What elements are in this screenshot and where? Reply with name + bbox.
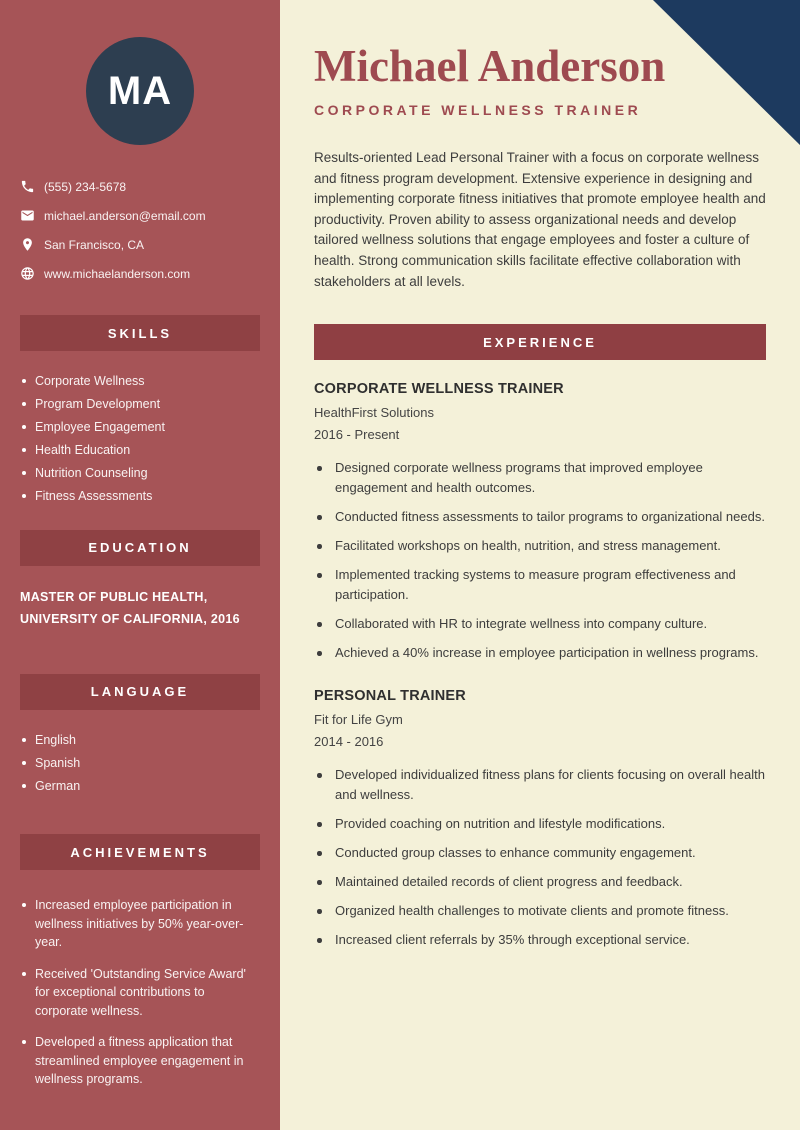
skill-item: Corporate Wellness (20, 375, 260, 388)
job-bullet: Collaborated with HR to integrate wellness into company culture. (314, 614, 770, 634)
contact-email (20, 208, 260, 223)
skill-item: Nutrition Counseling (20, 467, 260, 480)
job-bullet: Developed individualized fitness plans for clients focusing on overall health and wellness. (314, 765, 770, 805)
language-item: English (20, 734, 260, 747)
job-bullet-list (314, 765, 770, 950)
job-bullet: Achieved a 40% increase in employee participation in wellness programs. (314, 643, 770, 663)
job-dates: 2016 - Present (314, 427, 400, 443)
resume-main (280, 0, 800, 1130)
job-dates: 2014 - 2016 (314, 734, 384, 750)
email-address[interactable]: michael.anderson@email.com (44, 208, 206, 223)
job-entry (314, 688, 770, 950)
achievements-list (20, 896, 260, 1089)
job-bullet: Designed corporate wellness programs that improved employee engagement and health outcomes. (314, 458, 770, 498)
education-section-header: EDUCATION (20, 530, 260, 566)
language-item: Spanish (20, 757, 260, 770)
job-title: PERSONAL TRAINER (314, 688, 466, 705)
job-bullet: Conducted fitness assessments to tailor programs to organizational needs. (314, 507, 770, 527)
skills-section-header: SKILLS (20, 315, 260, 351)
person-job-title: CORPORATE WELLNESS TRAINER (314, 102, 642, 118)
achievement-item: Developed a fitness application that streamlined employee engagement in wellness programs. (20, 1033, 260, 1089)
job-bullet: Facilitated workshops on health, nutrition, and stress management. (314, 536, 770, 556)
globe-icon (20, 266, 35, 281)
avatar (86, 37, 194, 145)
job-bullet: Organized health challenges to motivate clients and promote fitness. (314, 901, 770, 921)
job-bullet-list (314, 458, 770, 663)
resume-sidebar (0, 0, 280, 1130)
experience-section-header: EXPERIENCE (314, 324, 766, 360)
avatar-initials: MA (107, 68, 173, 113)
summary-paragraph: Results-oriented Lead Personal Trainer with a focus on corporate wellness and fitness program development. Extensive experience in designing and implementing corporate fitness initiatives that promote employee health and productivity. Proven ability to assess organizational needs and develop tailored wellness solutions that engage employees and foster a culture of health. Strong communication skills facilitate effective collaboration with stakeholders at all levels. (314, 150, 766, 289)
language-section-header: LANGUAGE (20, 674, 260, 710)
language-list (20, 734, 260, 793)
achievement-item: Received 'Outstanding Service Award' for exceptional contributions to corporate wellness. (20, 965, 260, 1021)
contact-list (20, 179, 260, 281)
job-entry (314, 381, 770, 663)
phone-number: (555) 234-5678 (44, 179, 127, 194)
person-name: Michael Anderson (314, 41, 666, 91)
contact-location (20, 237, 260, 252)
phone-icon (20, 179, 35, 194)
education-degree: MASTER OF PUBLIC HEALTH, UNIVERSITY OF CALIFORNIA, 2016 (20, 589, 240, 626)
location-text: San Francisco, CA (44, 237, 145, 252)
skill-item: Employee Engagement (20, 421, 260, 434)
skill-item: Fitness Assessments (20, 490, 260, 503)
achievements-section-header: ACHIEVEMENTS (20, 834, 260, 870)
job-bullet: Increased client referrals by 35% through exceptional service. (314, 930, 770, 950)
job-bullet: Maintained detailed records of client progress and feedback. (314, 872, 770, 892)
location-icon (20, 237, 35, 252)
contact-phone (20, 179, 260, 194)
job-company: Fit for Life Gym (314, 712, 403, 728)
job-title: CORPORATE WELLNESS TRAINER (314, 381, 564, 398)
contact-website (20, 266, 260, 281)
job-bullet: Provided coaching on nutrition and lifestyle modifications. (314, 814, 770, 834)
email-icon (20, 208, 35, 223)
job-company: HealthFirst Solutions (314, 405, 434, 421)
job-bullet: Conducted group classes to enhance community engagement. (314, 843, 770, 863)
language-item: German (20, 780, 260, 793)
skill-item: Program Development (20, 398, 260, 411)
job-bullet: Implemented tracking systems to measure program effectiveness and participation. (314, 565, 770, 605)
website-url[interactable]: www.michaelanderson.com (44, 266, 191, 281)
skills-list (20, 375, 260, 503)
skill-item: Health Education (20, 444, 260, 457)
achievement-item: Increased employee participation in wellness initiatives by 50% year-over-year. (20, 896, 260, 952)
